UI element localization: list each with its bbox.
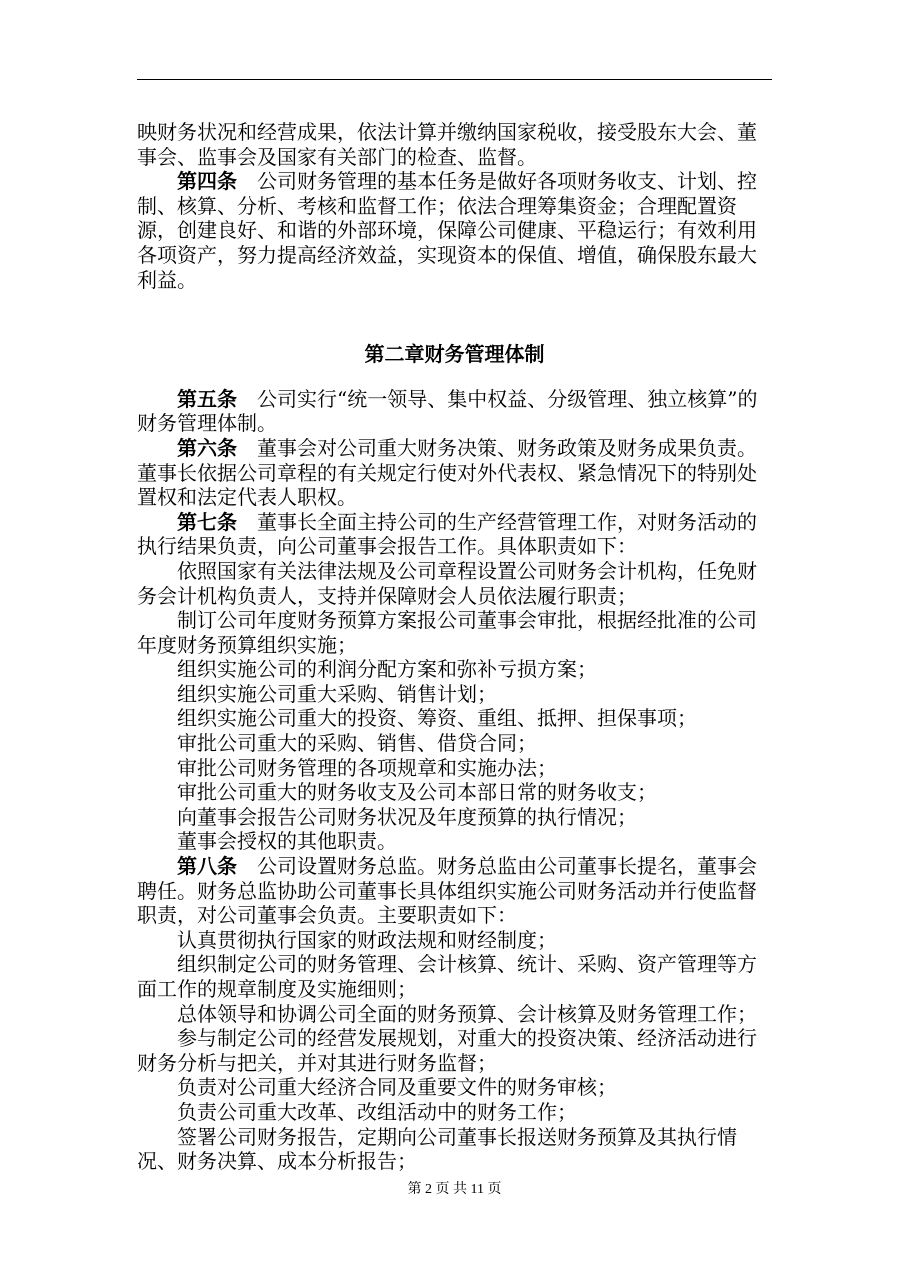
body-paragraph: 向董事会报告公司财务状况及年度预算的执行情况； <box>177 804 637 829</box>
body-paragraph: 认真贯彻执行国家的财政法规和财经制度； <box>177 927 557 952</box>
article-paragraph <box>137 854 772 928</box>
chapter-heading: 第二章财务管理体制 <box>364 342 545 367</box>
article-label: 第四条 <box>177 169 237 194</box>
body-paragraph: 制订公司年度财务预算方案报公司董事会审批，根据经批准的公司年度财务预算组织实施； <box>137 608 757 657</box>
body-paragraph: 审批公司财务管理的各项规章和实施办法； <box>177 755 557 780</box>
article-paragraph <box>137 436 772 510</box>
article-label: 第八条 <box>177 854 237 879</box>
body-paragraph: 审批公司重大的采购、销售、借贷合同； <box>177 731 537 756</box>
body-paragraph: 组织制定公司的财务管理、会计核算、统计、采购、资产管理等方面工作的规章制度及实施细则； <box>137 952 757 1001</box>
body-paragraph: 签署公司财务报告，定期向公司董事长报送财务预算及其执行情况、财务决算、成本分析报告； <box>137 1124 737 1174</box>
header-rule <box>137 79 772 80</box>
body-paragraph: 参与制定公司的经营发展规划，对重大的投资决策、经济活动进行财务分析与把关，并对其进行财务监督； <box>137 1026 757 1075</box>
article-text: 公司财务管理的基本任务是做好各项财务收支、计划、控制、核算、分析、考核和监督工作；依法合理筹集资金；合理配置资源，创建良好、和谐的外部环境，保障公司健康、平稳运行；有效利用各项资产，努力提高经济效益，实现资本的保值、增值，确保股东最大利益。 <box>137 169 757 292</box>
article-paragraph <box>137 169 772 292</box>
article-text: 董事长全面主持公司的生产经营管理工作，对财务活动的执行结果负责，向公司董事会报告工作。具体职责如下： <box>137 509 757 559</box>
body-paragraph: 审批公司重大的财务收支及公司本部日常的财务收支； <box>177 780 657 805</box>
body-paragraph: 董事会授权的其他职责。 <box>177 829 397 854</box>
body-paragraph: 依照国家有关法律法规及公司章程设置公司财务会计机构，任免财务会计机构负责人，支持并保障财会人员依法履行职责； <box>137 558 757 608</box>
article-paragraph <box>137 387 772 436</box>
page-footer: 第 2 页 共 11 页 <box>407 1182 502 1197</box>
body-paragraph: 负责对公司重大经济合同及重要文件的财务审核； <box>177 1075 617 1100</box>
article-text: 公司实行“统一领导、集中权益、分级管理、独立核算”的财务管理体制。 <box>137 386 758 436</box>
article-label: 第六条 <box>177 435 237 460</box>
article-text: 公司设置财务总监。财务总监由公司董事长提名，董事会聘任。财务总监协助公司董事长具体组织实施公司财务活动并行使监督职责，对公司董事会负责。主要职责如下： <box>137 854 757 928</box>
body-paragraph: 映财务状况和经营成果，依法计算并缴纳国家税收，接受股东大会、董事会、监事会及国家有关部门的检查、监督。 <box>137 120 757 169</box>
body-paragraph: 总体领导和协调公司全面的财务预算、会计核算及财务管理工作； <box>177 1001 757 1026</box>
article-label: 第七条 <box>177 509 237 534</box>
article-paragraph <box>137 510 772 559</box>
body-paragraph: 组织实施公司重大的投资、筹资、重组、抵押、担保事项； <box>177 706 697 731</box>
body-paragraph: 组织实施公司的利润分配方案和弥补亏损方案； <box>177 657 597 682</box>
article-label: 第五条 <box>177 386 237 411</box>
body-paragraph: 组织实施公司重大采购、销售计划； <box>177 681 497 706</box>
document-body <box>137 120 772 1174</box>
article-text: 董事会对公司重大财务决策、财务政策及财务成果负责。董事长依据公司章程的有关规定行使对外代表权、紧急情况下的特别处置权和法定代表人职权。 <box>137 435 757 510</box>
body-paragraph: 负责公司重大改革、改组活动中的财务工作； <box>177 1099 577 1124</box>
